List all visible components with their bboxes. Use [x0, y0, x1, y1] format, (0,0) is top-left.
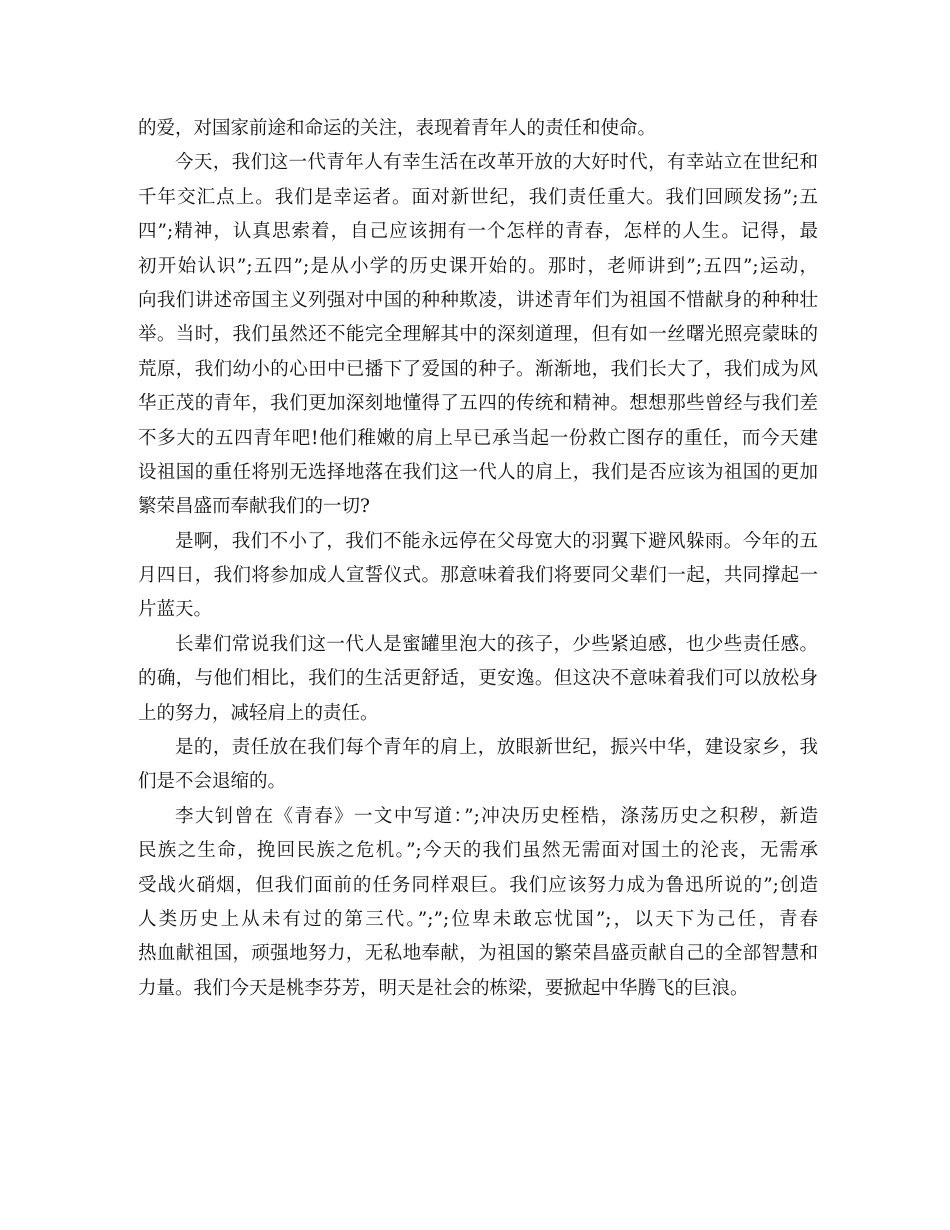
text-line: 力量。我们今天是桃李芬芳，明天是社会的栋梁，要掀起中华腾飞的巨浪。 — [138, 977, 749, 999]
text-line: 月四日，我们将参加成人宣誓仪式。那意味着我们将要同父辈们一起，共同撑起一 — [138, 565, 818, 587]
text-line: 民族之生命，挽回民族之危机。”;今天的我们虽然无需面对国土的沦丧，无需承 — [138, 840, 818, 862]
text-line: 人类历史上从未有过的第三代。”;”;位卑未敢忘忧国”;，以天下为己任，青春 — [138, 908, 818, 930]
text-line: 受战火硝烟，但我们面前的任务同样艰巨。我们应该努力成为鲁迅所说的”;创造 — [138, 874, 818, 896]
text-line: 荒原，我们幼小的心田中已播下了爱国的种子。渐渐地，我们长大了，我们成为风 — [138, 358, 818, 380]
text-line: 初开始认识”;五四”;是从小学的历史课开始的。那时，老师讲到”;五四”;运动， — [138, 255, 818, 277]
paragraph-first-line: 是的，责任放在我们每个青年的肩上，放眼新世纪，振兴中华，建设家乡，我 — [175, 737, 818, 759]
paragraph-first-line: 李大钊曾在《青春》一文中写道：”;冲决历史桎梏，涤荡历史之积秽，新造 — [175, 805, 818, 827]
text-line: 的爱，对国家前途和命运的关注，表现着青年人的责任和使命。 — [138, 118, 657, 139]
text-line: 热血献祖国，顽强地努力，无私地奉献，为祖国的繁荣昌盛贡献自己的全部智慧和 — [138, 943, 818, 965]
text-line: 片蓝天。 — [138, 599, 213, 621]
text-line: 繁荣昌盛而奉献我们的一切? — [138, 496, 370, 518]
paragraph-first-line: 今天，我们这一代青年人有幸生活在改革开放的大好时代，有幸站立在世纪和 — [175, 152, 818, 174]
essay-body — [138, 112, 818, 1006]
paragraph-first-line: 长辈们常说我们这一代人是蜜罐里泡大的孩子，少些紧迫感，也少些责任感。 — [175, 633, 818, 655]
text-line: 四”;精神，认真思索着，自己应该拥有一个怎样的青春，怎样的人生。记得，最 — [138, 221, 818, 243]
text-line: 们是不会退缩的。 — [138, 771, 287, 793]
text-line: 设祖国的重任将别无选择地落在我们这一代人的肩上，我们是否应该为祖国的更加 — [138, 461, 818, 483]
text-line: 千年交汇点上。我们是幸运者。面对新世纪，我们责任重大。我们回顾发扬”;五 — [138, 186, 818, 208]
text-line: 举。当时，我们虽然还不能完全理解其中的深刻道理，但有如一丝曙光照亮蒙昧的 — [138, 324, 818, 346]
text-line: 不多大的五四青年吧!他们稚嫩的肩上早已承当起一份救亡图存的重任，而今天建 — [138, 427, 818, 449]
text-line: 的确，与他们相比，我们的生活更舒适，更安逸。但这决不意味着我们可以放松身 — [138, 668, 818, 690]
text-line: 向我们讲述帝国主义列强对中国的种种欺凌，讲述青年们为祖国不惜献身的种种壮 — [138, 289, 818, 311]
text-line: 上的努力，减轻肩上的责任。 — [138, 702, 379, 724]
paragraph-first-line: 是啊，我们不小了，我们不能永远停在父母宽大的羽翼下避风躲雨。今年的五 — [175, 530, 818, 552]
text-line: 华正茂的青年，我们更加深刻地懂得了五四的传统和精神。想想那些曾经与我们差 — [138, 393, 818, 415]
